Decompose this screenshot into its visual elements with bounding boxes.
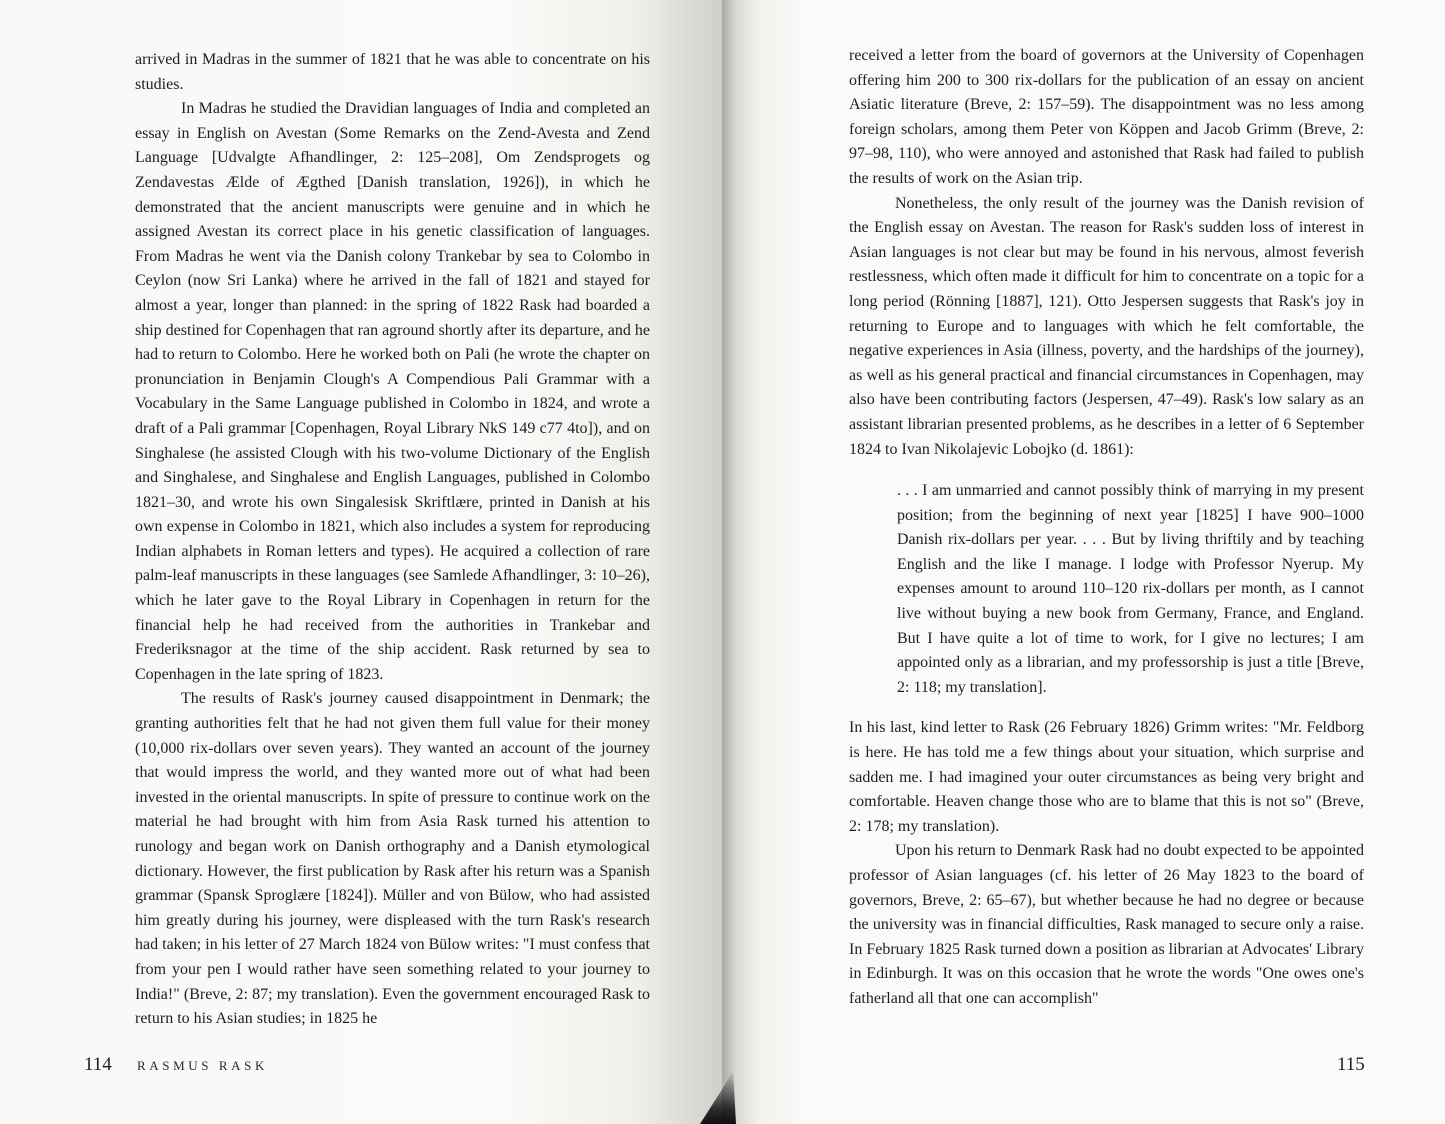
right-paragraph-1: received a letter from the board of governors at the University of Copenhagen offering him 200 to 300 rix-dollars for the publication of an essay on ancient Asiatic literature (Breve, 2: 157–59). The disappointment was no less among foreign scholars, among them Peter von Köppen and Jacob Grimm (Breve, 2: 97–98, 110), who were annoyed and astonished that Rask had failed to publish the results of work on the Asian trip.: [849, 47, 1364, 187]
left-paragraph-3: The results of Rask's journey caused disappointment in Denmark; the granting authorities felt that he had not given them full value for their money (10,000 rix-dollars over seven years). They wanted an account of the journey that would impress the world, and they wanted more out of what had been invested in the oriental manuscripts. In spite of pressure to continue work on the material he had brought with him from Asia Rask turned his attention to runology and began work on Danish orthography and a Danish etymological dictionary. However, the first publication by Rask after his return was a Spanish grammar (Spansk Sproglære [1824]). Müller and von Bülow, who had assisted him greatly during his journey, were displeased with the turn Rask's research had taken; in his letter of 27 March 1824 von Bülow writes: "I must confess that from your pen I would rather have seen something related to your journey to India!" (Breve, 2: 87; my translation). Even the government encouraged Rask to return to his Asian studies; in 1825 he: [135, 690, 650, 1028]
right-paragraph-2: Nonetheless, the only result of the journey was the Danish revision of the English essay on Avestan. The reason for Rask's sudden loss of interest in Asian languages is not clear but may be found in his nervous, almost feverish restlessness, which often made it difficult for him to concentrate on a topic for a long period (Rönning [1887], 121). Otto Jespersen suggests that Rask's joy in returning to Europe and to languages with which he felt comfortable, the negative experiences in Asia (illness, poverty, and the hardships of the journey), as well as his general practical and financial circumstances in Copenhagen, may also have been contributing factors (Jespersen, 47–49). Rask's low salary as an assistant librarian presented problems, as he describes in a letter of 6 September 1824 to Ivan Nikolajevic Lobojko (d. 1861):: [849, 194, 1364, 458]
left-page-number: 114: [84, 1054, 112, 1075]
left-paragraph-1: arrived in Madras in the summer of 1821 that he was able to concentrate on his studies.: [135, 51, 650, 93]
left-page-body: [135, 48, 650, 1032]
right-page-number: 115: [1337, 1054, 1365, 1075]
right-paragraph-3: In his last, kind letter to Rask (26 February 1826) Grimm writes: "Mr. Feldborg is here. He has told me a few things about your situation, which surprise and sadden me. I had imagined your outer circumstances as being very bright and comfortable. Heaven change those who are to blame that this is not so" (Breve, 2: 178; my translation).: [849, 719, 1364, 835]
right-paragraph-4: Upon his return to Denmark Rask had no doubt expected to be appointed professor of Asian languages (cf. his letter of 26 May 1823 to the board of governors, Breve, 2: 65–67), but whether because he had no degree or because the university was in financial difficulties, Rask managed to secure only a raise. In February 1825 Rask turned down a position as librarian at Advocates' Library in Edinburgh. It was on this occasion that he wrote the words "One owes one's fatherland all that one can accomplish": [849, 842, 1364, 1007]
left-page: [0, 0, 722, 1124]
right-page-body: [849, 44, 1364, 1012]
running-head: RASMUS RASK: [137, 1058, 268, 1073]
block-quote: . . . I am unmarried and cannot possibly think of marrying in my present position; from the beginning of next year [1825] I have 900–1000 Danish rix-dollars per year. . . . But by living thriftily and by teaching English and the like I manage. I lodge with Professor Nyerup. My expenses amount to around 110–120 rix-dollars per month, as I cannot live without buying a new book from Germany, France, and England. But I have quite a lot of time to work, for I give no lectures; I am appointed only as a librarian, and my professorship is just a title [Breve, 2: 118; my translation].: [897, 482, 1364, 696]
left-paragraph-2: In Madras he studied the Dravidian languages of India and completed an essay in English on Avestan (Some Remarks on the Zend-Avesta and Zend Language [Udvalgte Afhandlinger, 2: 125–208], Om Zendsprogets og Zendavestas Ælde of Ægthed [Danish translation, 1926]), in which he demonstrated that the ancient manuscripts were genuine and in which he assigned Avestan its correct place in his genetic classification of languages. From Madras he went via the Danish colony Trankebar by sea to Colombo in Ceylon (now Sri Lanka) where he arrived in the fall of 1821 and stayed for almost a year, longer than planned: in the spring of 1822 Rask had boarded a ship destined for Copenhagen that ran aground shortly after its departure, and he had to return to Colombo. Here he worked both on Pali (he wrote the chapter on pronunciation in Benjamin Clough's A Compendious Pali Grammar with a Vocabulary in the Same Language published in Colombo in 1824, and wrote a draft of a Pali grammar [Copenhagen, Royal Library NkS 149 c77 4to]), and on Singhalese (he assisted Clough with his two-volume Dictionary of the English and Singhalese, and Singhalese and English Languages, published in Colombo 1821–30, and wrote his own Singalesisk Skriftlære, printed in Danish at his own expense in Colombo in 1821, which also includes a system for reproducing Indian alphabets in Roman letters and types). He acquired a collection of rare palm-leaf manuscripts in these languages (see Samlede Afhandlinger, 3: 10–26), which he later gave to the Royal Library in Copenhagen in return for the financial help he had received from the authorities in Trankebar and Frederiksnagor at the time of the ship accident. Rask returned by sea to Copenhagen in the late spring of 1823.: [135, 100, 650, 683]
